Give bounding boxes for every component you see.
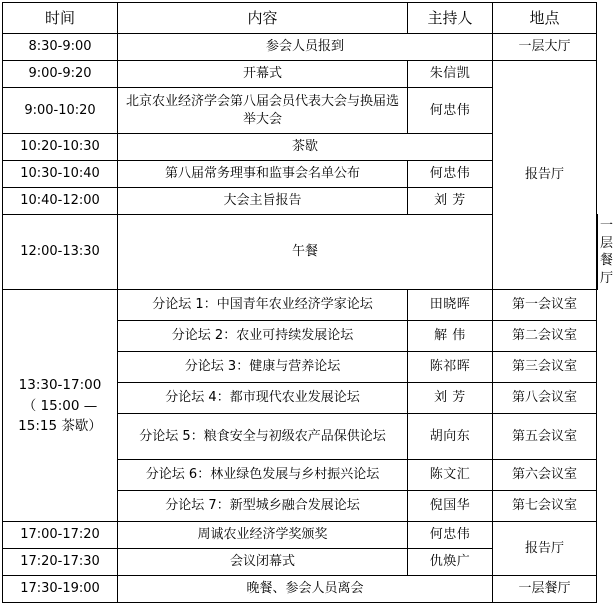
cell-place: 第二会议室 <box>493 321 597 352</box>
cell-place: 第八会议室 <box>493 383 597 414</box>
table-row <box>3 61 598 88</box>
cell-time: 10:30-10:40 <box>3 161 118 188</box>
cell-time: 17:30-19:00 <box>3 576 118 603</box>
cell-content: 大会主旨报告 <box>118 188 408 215</box>
cell-content: 分论坛 5：粮食安全与初级农产品保供论坛 <box>118 414 408 460</box>
cell-place: 报告厅 <box>493 522 597 576</box>
cell-time: 9:00-10:20 <box>3 88 118 134</box>
cell-content: 分论坛 1：中国青年农业经济学家论坛 <box>118 290 408 321</box>
column-header-time: 时间 <box>3 3 118 34</box>
cell-content: 开幕式 <box>118 61 408 88</box>
cell-host: 刘 芳 <box>408 188 493 215</box>
cell-time: 10:20-10:30 <box>3 134 118 161</box>
cell-time: 17:00-17:20 <box>3 522 118 549</box>
column-header-host: 主持人 <box>408 3 493 34</box>
cell-place: 一层餐厅 <box>597 215 598 290</box>
time-block-line: 13:30-17:00 <box>18 377 102 394</box>
cell-content: 参会人员报到 <box>118 34 493 61</box>
cell-place: 报告厅 <box>493 61 597 290</box>
cell-host: 陈祁晖 <box>408 352 493 383</box>
cell-content: 周诚农业经济学奖颁奖 <box>118 522 408 549</box>
cell-content: 分论坛 4：都市现代农业发展论坛 <box>118 383 408 414</box>
cell-host: 倪国华 <box>408 491 493 522</box>
cell-time: 12:00-13:30 <box>3 215 118 290</box>
cell-place: 第七会议室 <box>493 491 597 522</box>
cell-place: 一层餐厅 <box>493 576 597 603</box>
cell-host: 何忠伟 <box>408 522 493 549</box>
cell-place: 第三会议室 <box>493 352 597 383</box>
table-row <box>3 576 598 603</box>
cell-host: 田晓晖 <box>408 290 493 321</box>
cell-time: 17:20-17:30 <box>3 549 118 576</box>
column-header-content: 内容 <box>118 3 408 34</box>
cell-content: 分论坛 2：农业可持续发展论坛 <box>118 321 408 352</box>
cell-time: 10:40-12:00 <box>3 188 118 215</box>
table-row <box>3 290 598 321</box>
table-body <box>3 34 613 603</box>
table-header-row <box>3 3 598 34</box>
cell-host: 刘 芳 <box>408 383 493 414</box>
cell-time: 8:30-9:00 <box>3 34 118 61</box>
cell-host: 解 伟 <box>408 321 493 352</box>
cell-content: 第八届常务理事和监事会名单公布 <box>118 161 408 188</box>
cell-host: 何忠伟 <box>408 161 493 188</box>
table-header <box>3 3 598 34</box>
cell-content: 会议闭幕式 <box>118 549 408 576</box>
time-block-line: 15:15 茶歇） <box>18 417 102 434</box>
cell-host: 胡向东 <box>408 414 493 460</box>
cell-host: 何忠伟 <box>408 88 493 134</box>
cell-content: 茶歇 <box>118 134 493 161</box>
cell-time <box>3 290 118 522</box>
time-block-line: （ 15:00 — <box>22 397 98 414</box>
table-row <box>3 522 598 549</box>
time-block <box>6 375 114 436</box>
cell-place: 第五会议室 <box>493 414 597 460</box>
conference-schedule-table <box>2 2 613 603</box>
cell-place: 第六会议室 <box>493 460 597 491</box>
cell-place: 一层大厅 <box>493 34 597 61</box>
cell-content: 北京农业经济学会第八届会员代表大会与换届选举大会 <box>118 88 408 134</box>
cell-content: 午餐 <box>118 215 493 290</box>
cell-host: 陈文汇 <box>408 460 493 491</box>
column-header-place: 地点 <box>493 3 597 34</box>
cell-content: 分论坛 7：新型城乡融合发展论坛 <box>118 491 408 522</box>
cell-host: 朱信凯 <box>408 61 493 88</box>
cell-content: 分论坛 6：林业绿色发展与乡村振兴论坛 <box>118 460 408 491</box>
cell-host: 仇焕广 <box>408 549 493 576</box>
cell-content: 分论坛 3：健康与营养论坛 <box>118 352 408 383</box>
cell-time: 9:00-9:20 <box>3 61 118 88</box>
cell-content: 晚餐、参会人员离会 <box>118 576 493 603</box>
table-row <box>3 34 598 61</box>
cell-place: 第一会议室 <box>493 290 597 321</box>
